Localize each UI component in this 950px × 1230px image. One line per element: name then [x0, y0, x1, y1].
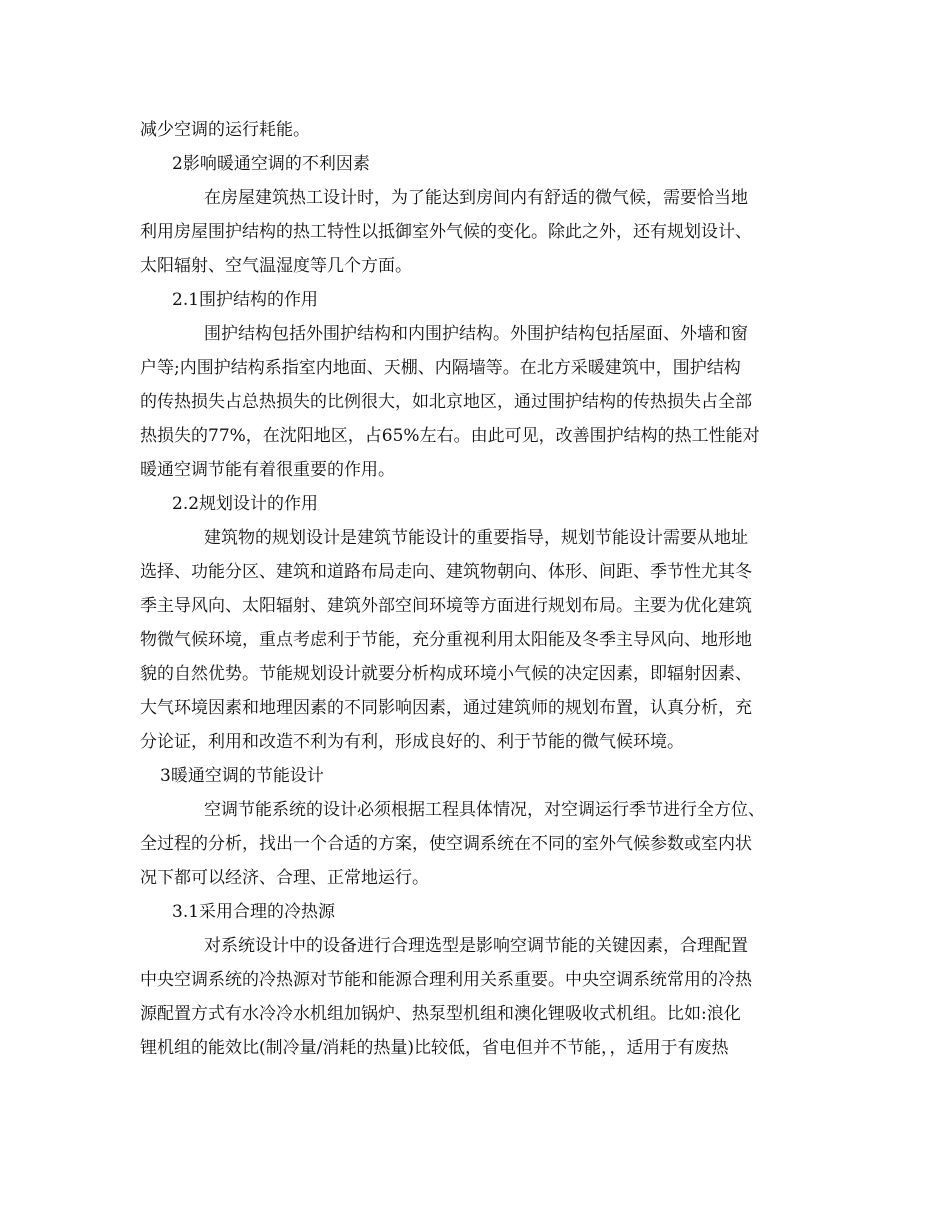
paragraph-line: 中央空调系统的冷热源对节能和能源合理利用关系重要。中央空调系统常用的冷热	[140, 970, 752, 990]
paragraph-line: 减少空调的运行耗能。	[140, 120, 310, 140]
paragraph-line: 选择、功能分区、建筑和道路布局走向、建筑物朝向、体形、间距、季节性尤其冬	[140, 562, 752, 582]
paragraph-line: 季主导风向、太阳辐射、建筑外部空间环境等方面进行规划布局。主要为优化建筑	[140, 596, 752, 616]
paragraph-line: 对系统设计中的设备进行合理选型是影响空调节能的关键因素，合理配置	[204, 936, 748, 956]
paragraph-line: 建筑物的规划设计是建筑节能设计的重要指导，规划节能设计需要从地址	[204, 528, 748, 548]
paragraph-line: 围护结构包括外围护结构和内围护结构。外围护结构包括屋面、外墙和窗	[204, 324, 748, 344]
paragraph-line: 锂机组的能效比(制冷量/消耗的热量)比较低，省电但并不节能，，适用于有废热	[140, 1038, 729, 1058]
paragraph-line: 户等;内围护结构系指室内地面、天棚、内隔墙等。在北方采暖建筑中，围护结构	[140, 358, 741, 378]
paragraph-line: 物微气候环境，重点考虑利于节能，充分重视利用太阳能及冬季主导风向、地形地	[140, 630, 752, 650]
paragraph-line: 源配置方式有水冷冷水机组加锅炉、热泵型机组和澳化锂吸收式机组。比如:浪化	[140, 1004, 741, 1024]
document-body	[140, 113, 830, 1065]
paragraph-line: 分论证，利用和改造不利为有利，形成良好的、利于节能的微气候环境。	[140, 732, 684, 752]
subsection-heading-2-1: 2.1围护结构的作用	[172, 290, 319, 310]
paragraph-line: 的传热损失占总热损失的比例很大，如北京地区，通过围护结构的传热损失占全部	[140, 392, 752, 412]
paragraph-line: 大气环境因素和地理因素的不同影响因素，通过建筑师的规划布置，认真分析，充	[140, 698, 752, 718]
paragraph-line: 利用房屋围护结构的热工特性以抵御室外气候的变化。除此之外，还有规划设计、	[140, 222, 752, 242]
subsection-heading-3-1: 3.1采用合理的冷热源	[172, 902, 336, 922]
subsection-heading-2-2: 2.2规划设计的作用	[172, 494, 319, 514]
paragraph-line: 在房屋建筑热工设计时，为了能达到房间内有舒适的微气候，需要恰当地	[204, 188, 748, 208]
paragraph-line: 空调节能系统的设计必须根据工程具体情况，对空调运行季节进行全方位、	[204, 800, 765, 820]
paragraph-line: 全过程的分析，找出一个合适的方案，使空调系统在不同的室外气候参数或室内状	[140, 834, 752, 854]
section-heading-2: 2影响暖通空调的不利因素	[172, 154, 370, 174]
paragraph-line: 太阳辐射、空气温湿度等几个方面。	[140, 256, 412, 276]
section-heading-3: 3暖通空调的节能设计	[160, 766, 324, 786]
paragraph-line: 况下都可以经济、合理、正常地运行。	[140, 868, 429, 888]
paragraph-line: 貌的自然优势。节能规划设计就要分析构成环境小气候的决定因素，即辐射因素、	[140, 664, 752, 684]
paragraph-line: 暖通空调节能有着很重要的作用。	[140, 460, 395, 480]
paragraph-line: 热损失的77%，在沈阳地区，占65%左右。由此可见，改善围护结构的热工性能对	[140, 426, 760, 446]
